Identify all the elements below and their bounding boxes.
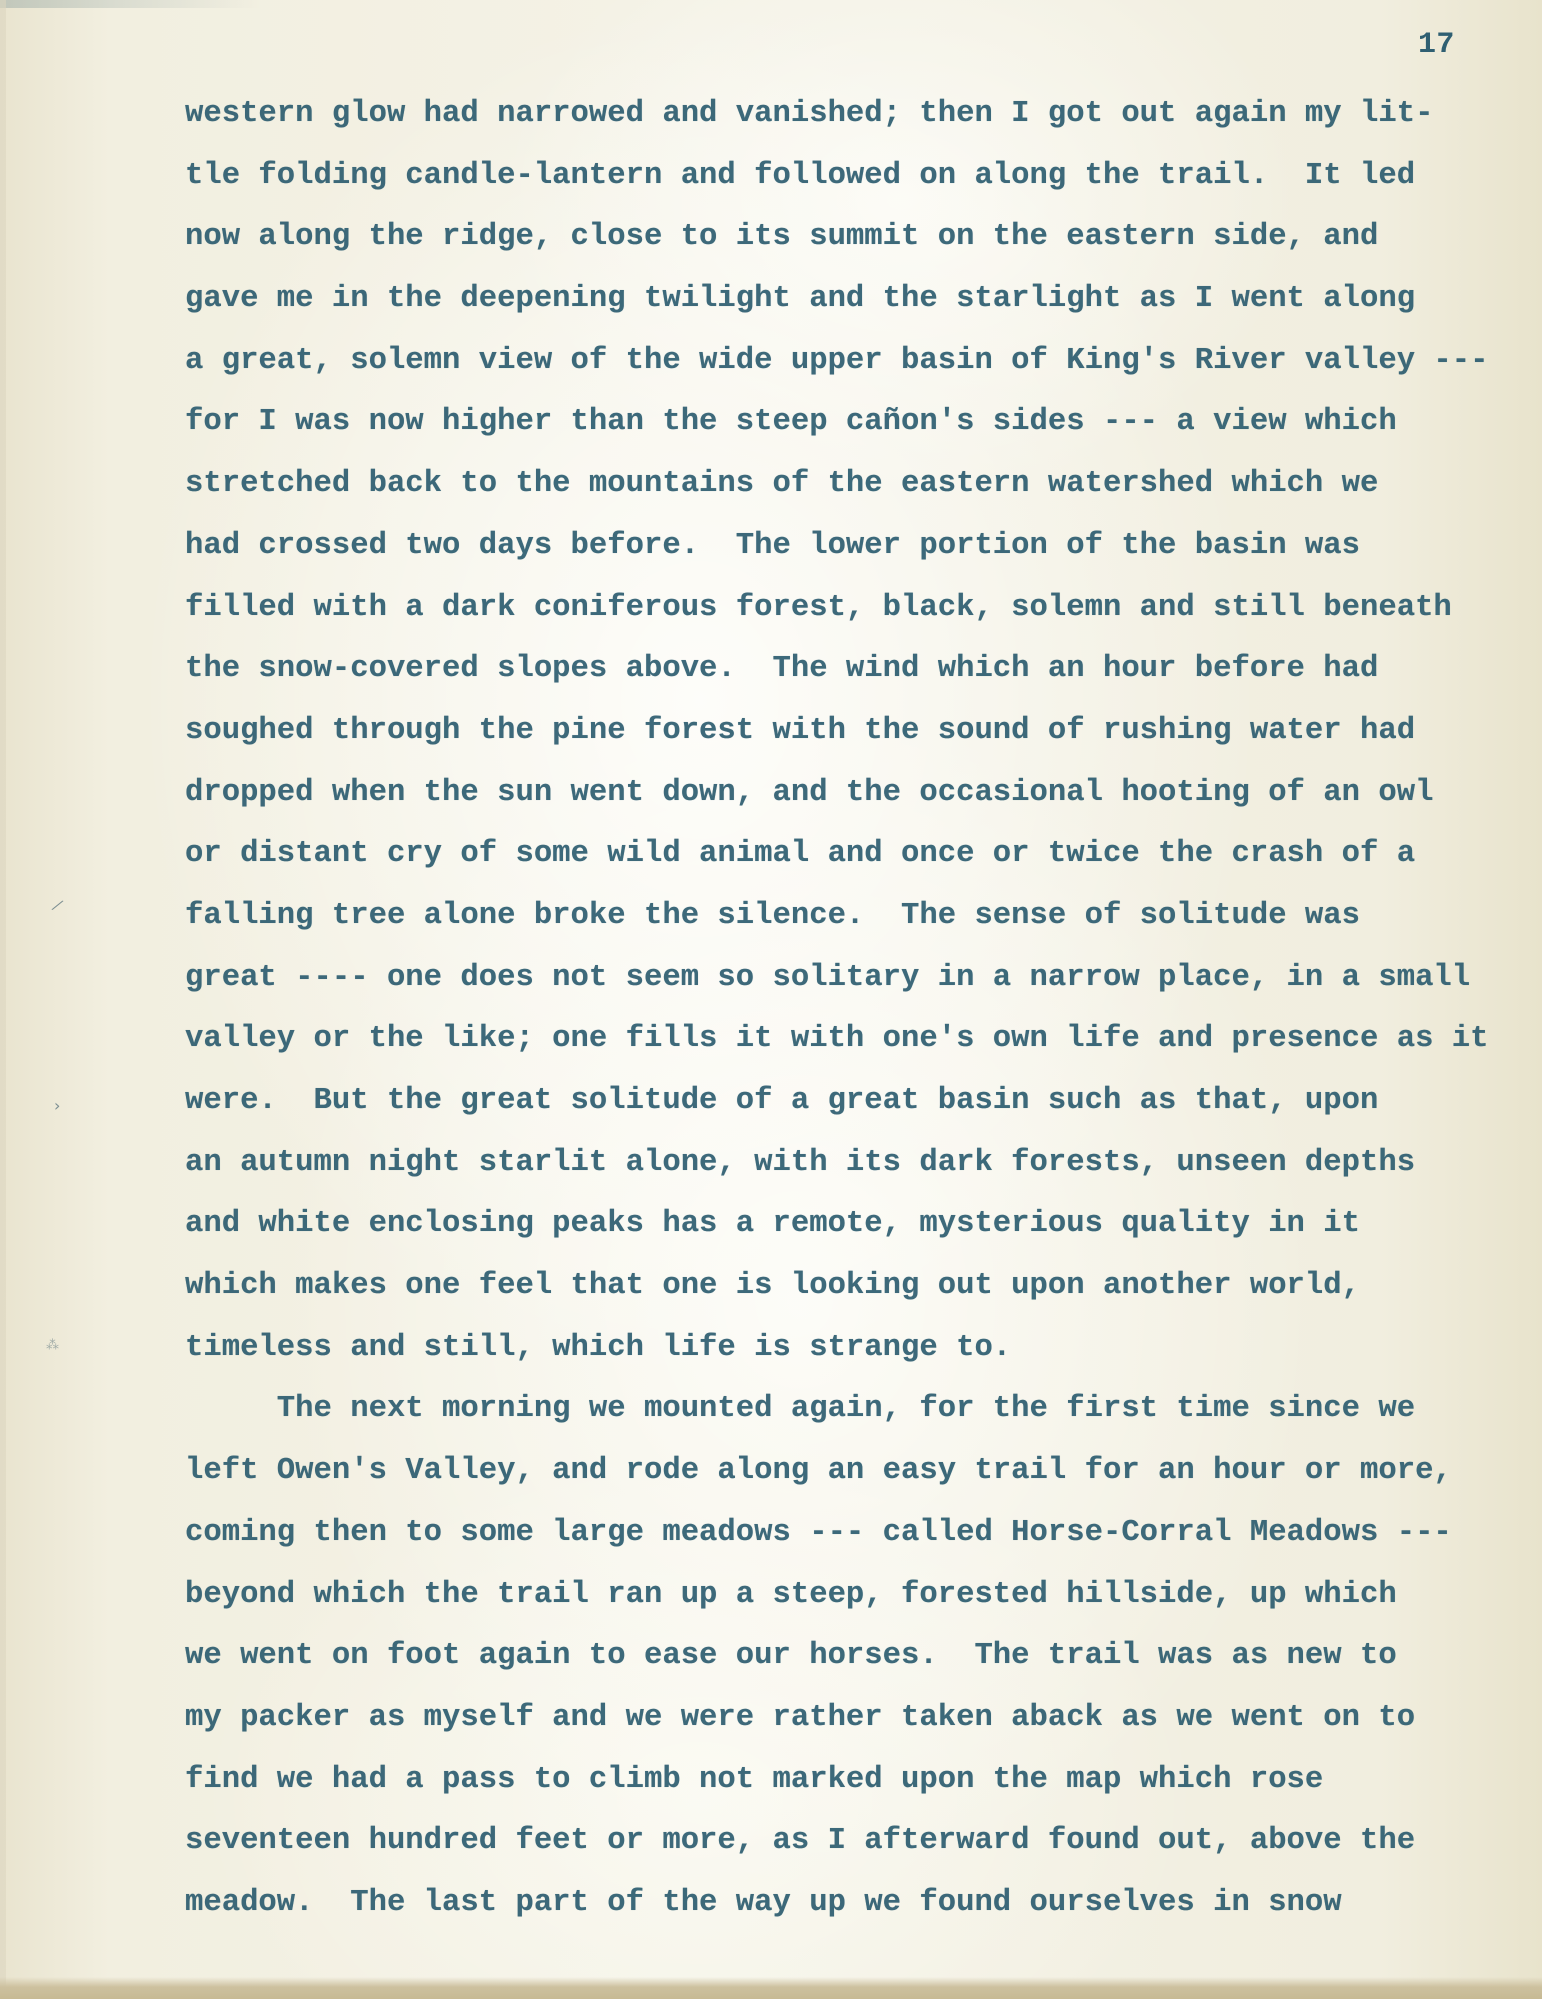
text-line: filled with a dark coniferous forest, black, solemn and still beneath xyxy=(185,590,1452,625)
text-line: left Owen's Valley, and rode along an easy trail for an hour or more, xyxy=(185,1454,1452,1489)
text-line: and white enclosing peaks has a remote, mysterious quality in it xyxy=(185,1207,1360,1242)
text-line: soughed through the pine forest with the sound of rushing water had xyxy=(185,713,1416,748)
paper-left-edge xyxy=(0,0,6,1999)
margin-mark: ⁂ xyxy=(46,1338,59,1353)
text-line: the snow-covered slopes above. The wind which an hour before had xyxy=(185,652,1379,687)
text-line: find we had a pass to climb not marked upon the map which rose xyxy=(185,1762,1324,1797)
text-line: a great, solemn view of the wide upper basin of King's River valley --- xyxy=(185,343,1489,378)
text-line: dropped when the sun went down, and the occasional hooting of an owl xyxy=(185,775,1434,810)
text-line: seventeen hundred feet or more, as I afterward found out, above the xyxy=(185,1824,1416,1859)
text-line: had crossed two days before. The lower portion of the basin was xyxy=(185,528,1360,563)
margin-mark: › xyxy=(54,1096,61,1115)
body-text xyxy=(185,94,1525,1945)
text-line: for I was now higher than the steep cañon's sides --- a view which xyxy=(185,405,1397,440)
paper-bottom-edge xyxy=(0,1977,1542,1999)
text-line: or distant cry of some wild animal and once or twice the crash of a xyxy=(185,837,1416,872)
margin-mark: ⁄ xyxy=(52,896,62,915)
text-line: which makes one feel that one is looking out upon another world, xyxy=(185,1269,1360,1304)
text-line: were. But the great solitude of a great basin such as that, upon xyxy=(185,1084,1379,1118)
text-line: meadow. The last part of the way up we found ourselves in snow xyxy=(185,1885,1342,1920)
text-line: an autumn night starlit alone, with its dark forests, unseen depths xyxy=(185,1145,1416,1180)
paragraph-start-line: The next morning we mounted again, for the first time since we xyxy=(185,1392,1416,1427)
text-line: coming then to some large meadows --- called Horse-Corral Meadows --- xyxy=(185,1515,1452,1550)
text-line: valley or the like; one fills it with one's own life and presence as it xyxy=(185,1022,1489,1057)
text-line: my packer as myself and we were rather taken aback as we went on to xyxy=(185,1700,1416,1735)
text-line: great ---- one does not seem so solitary in a narrow place, in a small xyxy=(185,960,1471,995)
text-line: falling tree alone broke the silence. The sense of solitude was xyxy=(185,898,1360,933)
paper-stain-top xyxy=(0,0,260,8)
page-number: 17 xyxy=(1418,28,1455,62)
text-line: beyond which the trail ran up a steep, forested hillside, up which xyxy=(185,1577,1397,1612)
text-line: now along the ridge, close to its summit on the eastern side, and xyxy=(185,220,1379,255)
text-line: we went on foot again to ease our horses. The trail was as new to xyxy=(185,1639,1397,1674)
text-line: timeless and still, which life is strange to. xyxy=(185,1330,1012,1365)
text-line: gave me in the deepening twilight and the starlight as I went along xyxy=(185,282,1416,317)
text-line: tle folding candle-lantern and followed on along the trail. It led xyxy=(185,158,1416,193)
text-line: stretched back to the mountains of the eastern watershed which we xyxy=(185,467,1379,502)
text-line: western glow had narrowed and vanished; then I got out again my lit- xyxy=(185,97,1434,131)
